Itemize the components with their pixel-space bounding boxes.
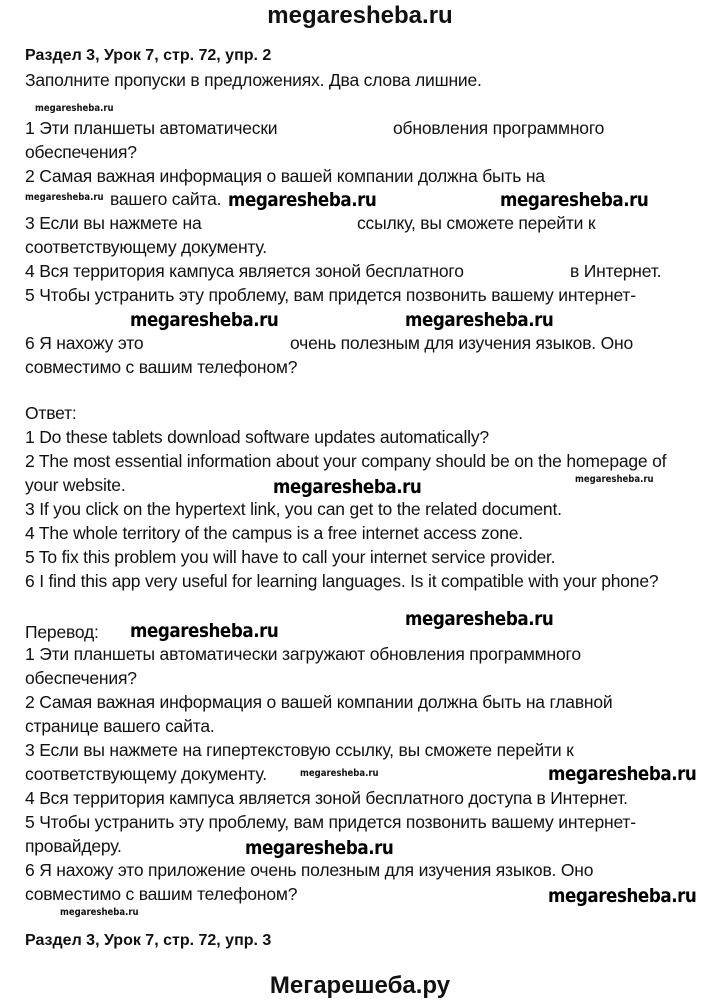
answer-line: 1 Do these tablets download software updates automatically? bbox=[25, 427, 489, 447]
instruction: Заполните пропуски в предложениях. Два слова лишние. bbox=[25, 70, 482, 90]
next-exercise-heading: Раздел 3, Урок 7, стр. 72, упр. 3 bbox=[25, 932, 272, 949]
answer-line: 5 To fix this problem you will have to call your internet service provider. bbox=[25, 547, 556, 567]
task-line: вашего сайта. bbox=[110, 189, 222, 209]
answer-line: 3 If you click on the hypertext link, you can get to the related document. bbox=[25, 499, 562, 519]
task-line: очень полезным для изучения языков. Оно bbox=[290, 333, 634, 353]
watermark: megaresheba.ru bbox=[228, 189, 377, 211]
watermark: megaresheba.ru bbox=[273, 476, 422, 498]
answer-line: 2 The most essential information about your company should be on the homepage of bbox=[25, 451, 667, 471]
task-line: в Интернет. bbox=[570, 261, 662, 281]
answer-line: your website. bbox=[25, 475, 126, 495]
footer-title: Мегарешеба.ру bbox=[269, 972, 451, 999]
task-line: совместимо с вашим телефоном? bbox=[25, 357, 298, 377]
watermark: megaresheba.ru bbox=[25, 192, 104, 203]
task-line: обеспечения? bbox=[25, 142, 137, 162]
watermark: megaresheba.ru bbox=[130, 309, 279, 331]
watermark: megaresheba.ru bbox=[575, 474, 654, 485]
task-line: 5 Чтобы устранить эту проблему, вам придется позвонить вашему интернет- bbox=[25, 285, 636, 305]
task-line: 2 Самая важная информация о вашей компании должна быть на bbox=[25, 166, 545, 186]
watermark: megaresheba.ru bbox=[245, 837, 394, 859]
task-line: 1 Эти планшеты автоматически bbox=[25, 118, 278, 138]
watermark: megaresheba.ru bbox=[35, 103, 114, 114]
translation-line: странице вашего сайта. bbox=[25, 716, 215, 736]
translation-line: 6 Я нахожу это приложение очень полезным для изучения языков. Оно bbox=[25, 860, 594, 880]
translation-line: 5 Чтобы устранить эту проблему, вам придется позвонить вашему интернет- bbox=[25, 812, 636, 832]
task-line: соответствующему документу. bbox=[25, 237, 267, 257]
task-line: 6 Я нахожу это bbox=[25, 333, 144, 353]
watermark: megaresheba.ru bbox=[405, 608, 554, 630]
task-line: 4 Вся территория кампуса является зоной бесплатного bbox=[25, 261, 464, 281]
translation-line: 2 Самая важная информация о вашей компании должна быть на главной bbox=[25, 692, 613, 712]
translation-line: обеспечения? bbox=[25, 668, 137, 688]
site-title: megaresheba.ru bbox=[267, 2, 453, 29]
answer-label: Ответ: bbox=[25, 403, 77, 423]
watermark: megaresheba.ru bbox=[60, 907, 139, 918]
translation-line: 3 Если вы нажмете на гипертекстовую ссылку, вы сможете перейти к bbox=[25, 740, 574, 760]
answer-line: 4 The whole territory of the campus is a free internet access zone. bbox=[25, 523, 523, 543]
watermark: megaresheba.ru bbox=[300, 768, 379, 779]
watermark: megaresheba.ru bbox=[500, 189, 649, 211]
translation-line: 4 Вся территория кампуса является зоной бесплатного доступа в Интернет. bbox=[25, 788, 628, 808]
translation-label: Перевод: bbox=[25, 622, 99, 642]
task-line: ссылку, вы сможете перейти к bbox=[357, 213, 596, 233]
exercise-heading: Раздел 3, Урок 7, стр. 72, упр. 2 bbox=[25, 47, 272, 64]
translation-line: соответствующему документу. bbox=[25, 764, 267, 784]
answer-line: 6 I find this app very useful for learning languages. Is it compatible with your phone? bbox=[25, 571, 659, 591]
task-line: 3 Если вы нажмете на bbox=[25, 213, 202, 233]
watermark: megaresheba.ru bbox=[405, 309, 554, 331]
task-line: обновления программного bbox=[393, 118, 605, 138]
watermark: megaresheba.ru bbox=[130, 620, 279, 642]
watermark: megaresheba.ru bbox=[548, 763, 697, 785]
translation-line: 1 Эти планшеты автоматически загружают обновления программного bbox=[25, 644, 581, 664]
translation-line: провайдеру. bbox=[25, 836, 122, 856]
watermark: megaresheba.ru bbox=[548, 885, 697, 907]
translation-line: совместимо с вашим телефоном? bbox=[25, 884, 298, 904]
